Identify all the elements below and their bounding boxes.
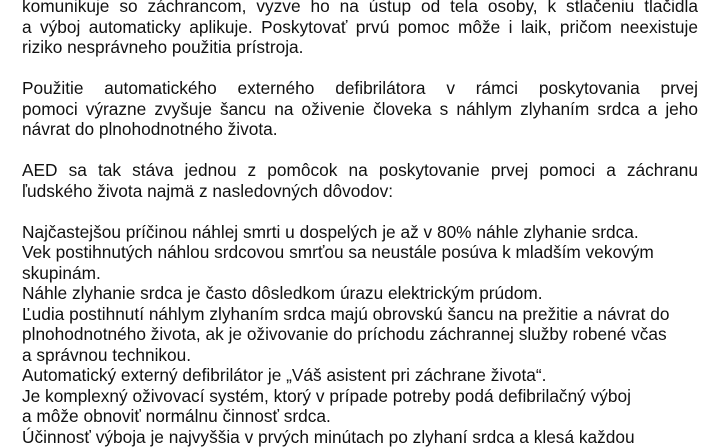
- list-line: Automatický externý defibrilátor je „Váš asistent pri záchrane života“.: [22, 365, 698, 386]
- text-line: komunikuje so záchrancom, vyzve ho na ústup od tela osoby, k stlačeniu tlačidla: [22, 0, 698, 17]
- list-line: a môže obnoviť normálnu činnosť srdca.: [22, 406, 698, 427]
- list-line: skupinám.: [22, 263, 698, 284]
- text-line: návrat do plnohodnotného života.: [22, 119, 698, 140]
- list-line: Účinnosť výboja je najvyššia v prvých minútach po zlyhaní srdca a klesá každou: [22, 427, 698, 447]
- text-line: ľudského života najmä z nasledovných dôvodov:: [22, 181, 698, 202]
- document-body: [22, 0, 698, 447]
- list-line: plnohodnotného života, ak je oživovanie do príchodu záchrannej služby robené včas: [22, 324, 698, 345]
- list-line: Vek postihnutých náhlou srdcovou smrťou sa neustále posúva k mladším vekovým: [22, 242, 698, 263]
- text-line: AED sa tak stáva jednou z pomôcok na poskytovanie prvej pomoci a záchranu: [22, 160, 698, 181]
- list-line: Náhle zlyhanie srdca je často dôsledkom úrazu elektrickým prúdom.: [22, 283, 698, 304]
- text-line: riziko nesprávneho použitia prístroja.: [22, 37, 698, 58]
- paragraph-aed-reasons-intro: [22, 160, 698, 201]
- list-line: Je komplexný oživovací systém, ktorý v prípade potreby podá defibrilačný výboj: [22, 386, 698, 407]
- paragraph-aed-benefit: [22, 78, 698, 140]
- list-line: a správnou technikou.: [22, 345, 698, 366]
- list-line: Najčastejšou príčinou náhlej smrti u dospelých je až v 80% náhle zlyhanie srdca.: [22, 222, 698, 243]
- text-line: Použitie automatického externého defibrilátora v rámci poskytovania prvej: [22, 78, 698, 99]
- text-line: a výboj automaticky aplikuje. Poskytovať prvú pomoc môže i laik, pričom neexistuje: [22, 17, 698, 38]
- paragraph-aed-operation: [22, 0, 698, 58]
- reasons-list: [22, 222, 698, 447]
- text-line: pomoci výrazne zvyšuje šancu na oživenie človeka s náhlym zlyhaním srdca a jeho: [22, 99, 698, 120]
- list-line: Ľudia postihnutí náhlym zlyhaním srdca majú obrovskú šancu na prežitie a návrat do: [22, 304, 698, 325]
